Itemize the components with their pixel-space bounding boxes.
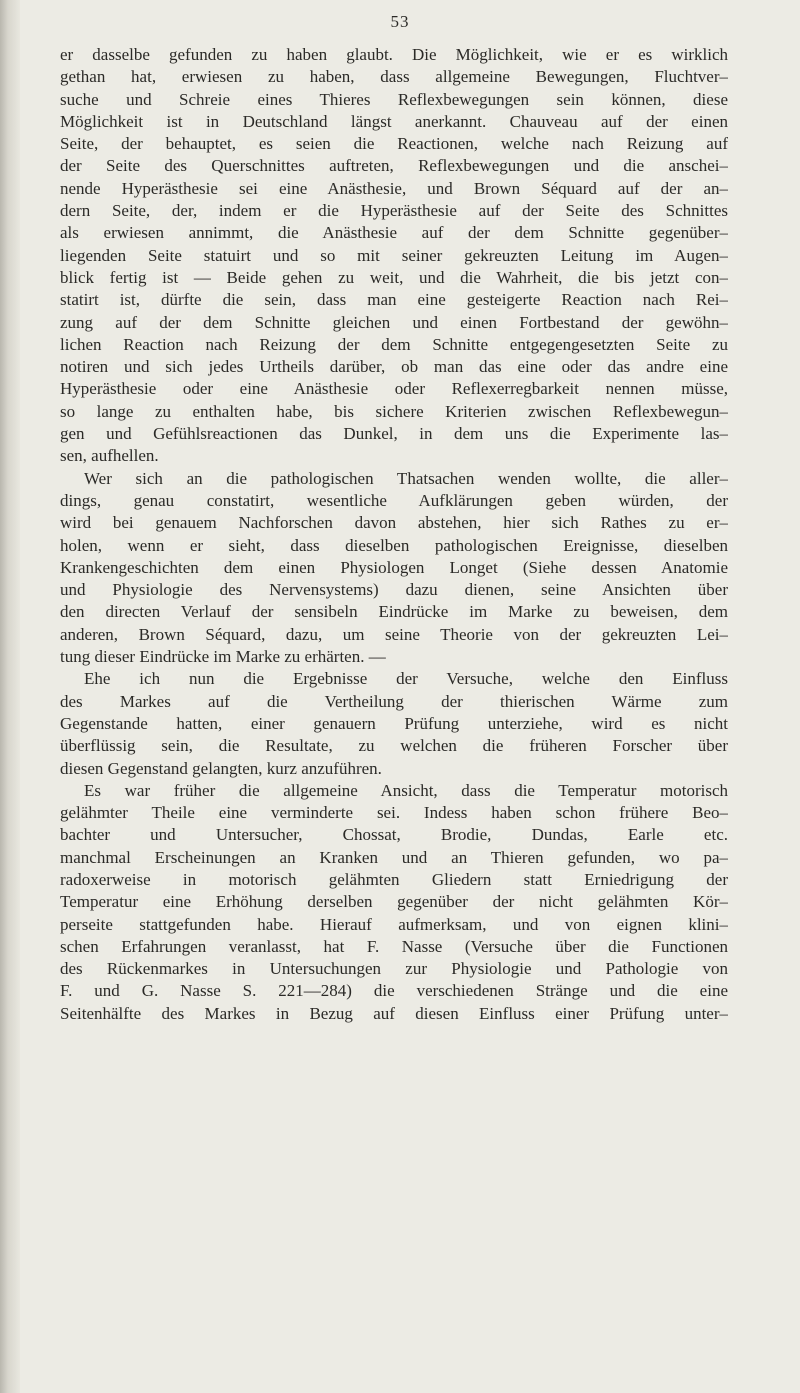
text-line: F. und G. Nasse S. 221—284) die verschiedenen Stränge und die eine (60, 981, 728, 1001)
text-line: Temperatur eine Erhöhung derselben gegenüber der nicht gelähmten Kör– (60, 892, 728, 912)
text-line: überflüssig sein, die Resultate, zu welchen die früheren Forscher über (60, 736, 728, 756)
text-line: des Rückenmarkes in Untersuchungen zur Physiologie und Pathologie von (60, 959, 728, 979)
text-line: nende Hyperästhesie sei eine Anästhesie, und Brown Séquard auf der an– (60, 178, 728, 198)
text-line: radoxerweise in motorisch gelähmten Gliedern statt Erniedrigung der (60, 869, 728, 889)
text-line: als erwiesen annimmt, die Anästhesie auf der dem Schnitte gegenüber– (60, 223, 728, 243)
text-line: notiren und sich jedes Urtheils darüber, ob man das eine oder das andre eine (60, 357, 728, 377)
page-gutter-shadow (0, 0, 20, 1393)
text-line: lichen Reaction nach Reizung der dem Schnitte entgegengesetzten Seite zu (60, 334, 728, 354)
text-line: manchmal Erscheinungen an Kranken und an Thieren gefunden, wo pa– (60, 847, 728, 867)
text-line: so lange zu enthalten habe, bis sichere Kriterien zwischen Reflexbewegun– (60, 401, 728, 421)
text-line: Seite, der behauptet, es seien die Reactionen, welche nach Reizung auf (60, 134, 728, 154)
text-line: Krankengeschichten dem einen Physiologen Longet (Siehe dessen Anatomie (60, 557, 728, 577)
text-line: suche und Schreie eines Thieres Reflexbewegungen sein können, diese (60, 89, 728, 109)
text-line: Seitenhälfte des Markes in Bezug auf diesen Einfluss einer Prüfung unter– (60, 1003, 728, 1023)
text-line: der Seite des Querschnittes auftreten, Reflexbewegungen und die anschei– (60, 156, 728, 176)
text-line: statirt ist, dürfte die sein, dass man eine gesteigerte Reaction nach Rei– (60, 290, 728, 310)
text-line: holen, wenn er sieht, dass dieselben pathologischen Ereignisse, dieselben (60, 535, 728, 555)
paragraph-4 (60, 780, 728, 1025)
text-line: den directen Verlauf der sensibeln Eindrücke im Marke zu beweisen, dem (60, 602, 728, 622)
text-line: gelähmter Theile eine verminderte sei. Indess haben schon frühere Beo– (60, 803, 728, 823)
text-line: bachter und Untersucher, Chossat, Brodie, Dundas, Earle etc. (60, 825, 728, 845)
text-line: Gegenstande hatten, einer genauern Prüfung unterziehe, wird es nicht (60, 713, 728, 733)
text-line: gen und Gefühlsreactionen das Dunkel, in dem uns die Experimente las– (60, 424, 728, 444)
text-line: zung auf der dem Schnitte gleichen und einen Fortbestand der gewöhn– (60, 312, 728, 332)
text-line: Möglichkeit ist in Deutschland längst anerkannt. Chauveau auf der einen (60, 111, 728, 131)
text-line: perseite stattgefunden habe. Hierauf aufmerksam, und von eignen klini– (60, 914, 728, 934)
text-line: Ehe ich nun die Ergebnisse der Versuche, welche den Einfluss (84, 669, 728, 689)
text-line: dings, genau constatirt, wesentliche Aufklärungen geben würden, der (60, 490, 728, 510)
text-line: blick fertig ist — Beide gehen zu weit, und die Wahrheit, die bis jetzt con– (60, 267, 728, 287)
text-line: er dasselbe gefunden zu haben glaubt. Die Möglichkeit, wie er es wirklich (60, 45, 728, 64)
paragraph-2 (60, 468, 728, 669)
text-line: Es war früher die allgemeine Ansicht, dass die Temperatur motorisch (84, 780, 728, 800)
paragraph-1 (60, 44, 728, 468)
text-line: tung dieser Eindrücke im Marke zu erhärten. — (60, 647, 386, 667)
page-number: 53 (390, 12, 410, 31)
text-line: Wer sich an die pathologischen Thatsachen wenden wollte, die aller– (84, 468, 728, 488)
text-line: des Markes auf die Vertheilung der thierischen Wärme zum (60, 691, 728, 711)
text-line: Hyperästhesie oder eine Anästhesie oder Reflexerregbarkeit nennen müsse, (60, 379, 728, 399)
text-line: gethan hat, erwiesen zu haben, dass allgemeine Bewegungen, Fluchtver– (60, 67, 728, 87)
text-line: sen, aufhellen. (60, 446, 159, 466)
paragraph-3 (60, 668, 728, 779)
body-text (60, 44, 728, 1025)
text-line: diesen Gegenstand gelangten, kurz anzuführen. (60, 758, 382, 778)
text-line: anderen, Brown Séquard, dazu, um seine Theorie von der gekreuzten Lei– (60, 624, 728, 644)
text-line: wird bei genauem Nachforschen davon abstehen, hier sich Rathes zu er– (60, 513, 728, 533)
text-line: schen Erfahrungen veranlasst, hat F. Nasse (Versuche über die Functionen (60, 936, 728, 956)
text-line: und Physiologie des Nervensystems) dazu dienen, seine Ansichten über (60, 580, 728, 600)
text-line: dern Seite, der, indem er die Hyperästhesie auf der Seite des Schnittes (60, 201, 728, 221)
text-line: liegenden Seite statuirt und so mit seiner gekreuzten Leitung im Augen– (60, 245, 728, 265)
